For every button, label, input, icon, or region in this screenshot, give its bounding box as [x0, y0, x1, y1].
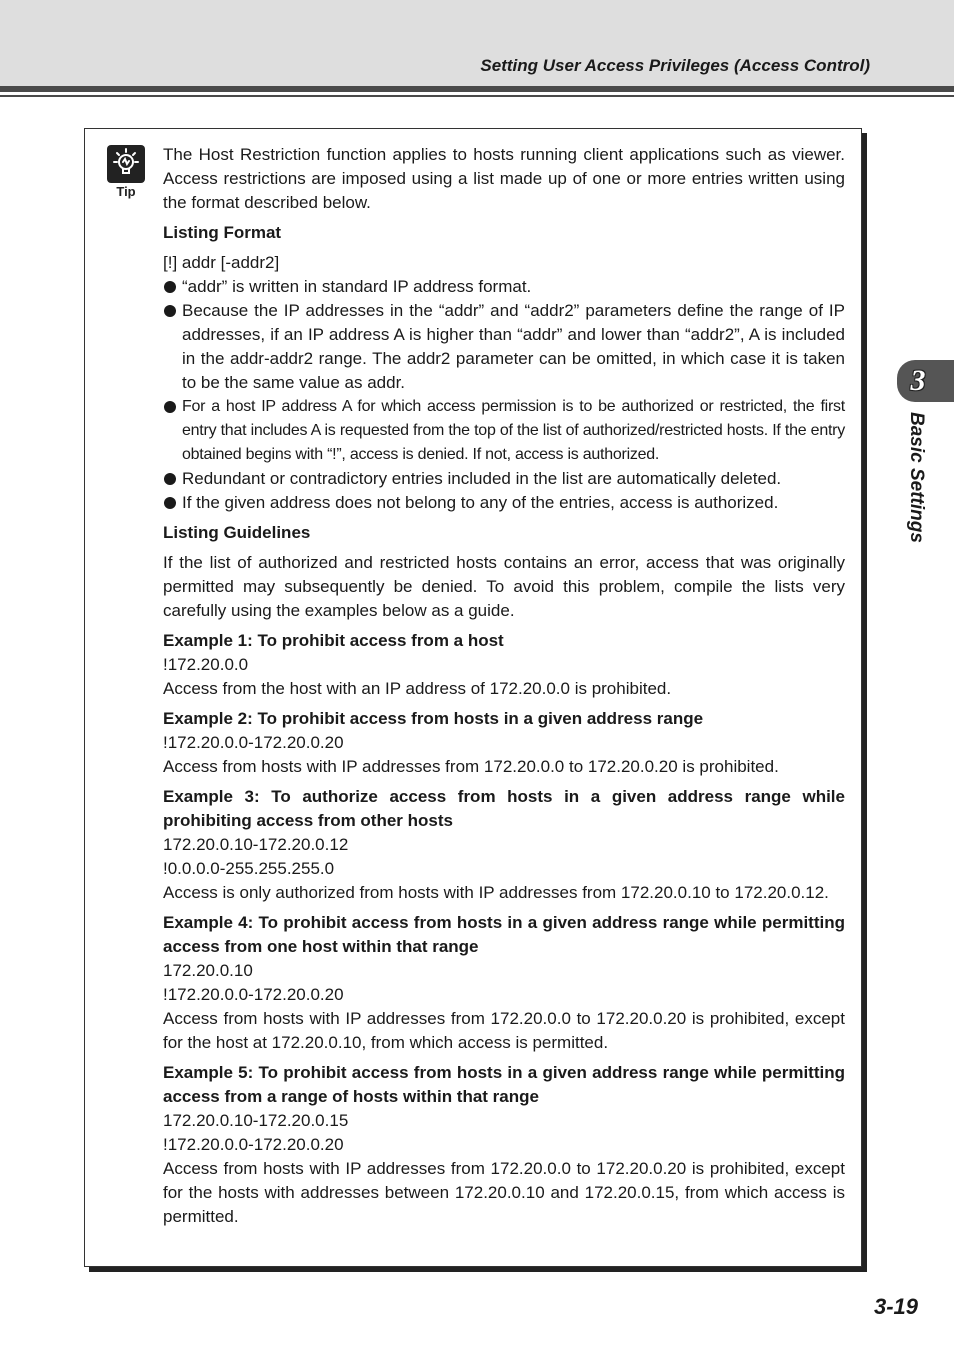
example-entry: 172.20.0.10	[163, 961, 253, 980]
tip-content	[163, 143, 845, 1229]
header-rule-thin	[0, 95, 954, 97]
page-header	[0, 0, 954, 86]
lightbulb-icon	[107, 145, 145, 183]
example-entry: !172.20.0.0-172.20.0.20	[163, 733, 344, 752]
listing-guidelines-heading: Listing Guidelines	[163, 523, 311, 542]
example-title: Example 4: To prohibit access from hosts in a given address range while permitting access from one host within that range	[163, 913, 845, 956]
example-block	[163, 785, 845, 905]
example-entry: !0.0.0.0-255.255.255.0	[163, 859, 335, 878]
format-bullet: “addr” is written in standard IP address format.	[163, 275, 845, 299]
example-title: Example 1: To prohibit access from a host	[163, 631, 504, 650]
example-title: Example 3: To authorize access from hosts in a given address range while prohibiting access from other hosts	[163, 787, 845, 830]
example-entry: 172.20.0.10-172.20.0.12	[163, 835, 349, 854]
running-header-title: Setting User Access Privileges (Access Control)	[480, 56, 870, 75]
listing-format-heading: Listing Format	[163, 223, 282, 242]
example-description: Access from hosts with IP addresses from 172.20.0.0 to 172.20.0.20 is prohibited.	[163, 757, 779, 776]
format-bullet: For a host IP address A for which access permission is to be authorized or restricted, the first entry that includes A is requested from the top of the list of authorized/restricted hosts. If the entry obtained begins with “!”, access is denied. If not, access is authorized.	[163, 395, 845, 467]
format-bullet: Because the IP addresses in the “addr” and “addr2” parameters define the range of IP addresses, if an IP address A is higher than “addr” and lower than “addr2”, A is included in the addr-addr2 range. The addr2 parameter can be omitted, in which case it is taken to be the same value as addr.	[163, 299, 845, 395]
example-entry: !172.20.0.0-172.20.0.20	[163, 1135, 344, 1154]
example-title: Example 5: To prohibit access from hosts in a given address range while permitting access from a range of hosts within that range	[163, 1063, 845, 1106]
tip-box	[84, 128, 862, 1267]
header-rule-thick	[0, 86, 954, 92]
intro-paragraph: The Host Restriction function applies to hosts running client applications such as viewer. Access restrictions are imposed using a list made up of one or more entries written using the format described below.	[163, 145, 845, 212]
example-entry: 172.20.0.10-172.20.0.15	[163, 1111, 349, 1130]
listing-format-syntax: [!] addr [-addr2]	[163, 253, 280, 272]
example-description: Access from the host with an IP address of 172.20.0.0 is prohibited.	[163, 679, 672, 698]
listing-guidelines-text: If the list of authorized and restricted hosts contains an error, access that was originally permitted may subsequently be denied. To avoid this problem, compile the lists very carefully using the examples below as a guide.	[163, 553, 845, 620]
tip-label: Tip	[116, 184, 136, 199]
format-bullet: Redundant or contradictory entries included in the list are automatically deleted.	[163, 467, 845, 491]
example-title: Example 2: To prohibit access from hosts in a given address range	[163, 709, 704, 728]
example-entry: !172.20.0.0	[163, 655, 249, 674]
chapter-side-label: Basic Settings	[906, 412, 927, 543]
example-block	[163, 1061, 845, 1229]
example-description: Access from hosts with IP addresses from 172.20.0.0 to 172.20.0.20 is prohibited, except for the host at 172.20.0.10, from which access is permitted.	[163, 1009, 845, 1052]
format-bullet: If the given address does not belong to any of the entries, access is authorized.	[163, 491, 845, 515]
chapter-number: 3	[910, 364, 926, 397]
example-block	[163, 707, 845, 779]
example-block	[163, 911, 845, 1055]
page-number: 3-19	[873, 1294, 918, 1319]
example-entry: !172.20.0.0-172.20.0.20	[163, 985, 344, 1004]
example-description: Access is only authorized from hosts with IP addresses from 172.20.0.10 to 172.20.0.12.	[163, 883, 829, 902]
example-description: Access from hosts with IP addresses from 172.20.0.0 to 172.20.0.20 is prohibited, except for the hosts with addresses between 172.20.0.10 and 172.20.0.15, from which access is permitted.	[163, 1159, 845, 1226]
example-block	[163, 629, 845, 701]
